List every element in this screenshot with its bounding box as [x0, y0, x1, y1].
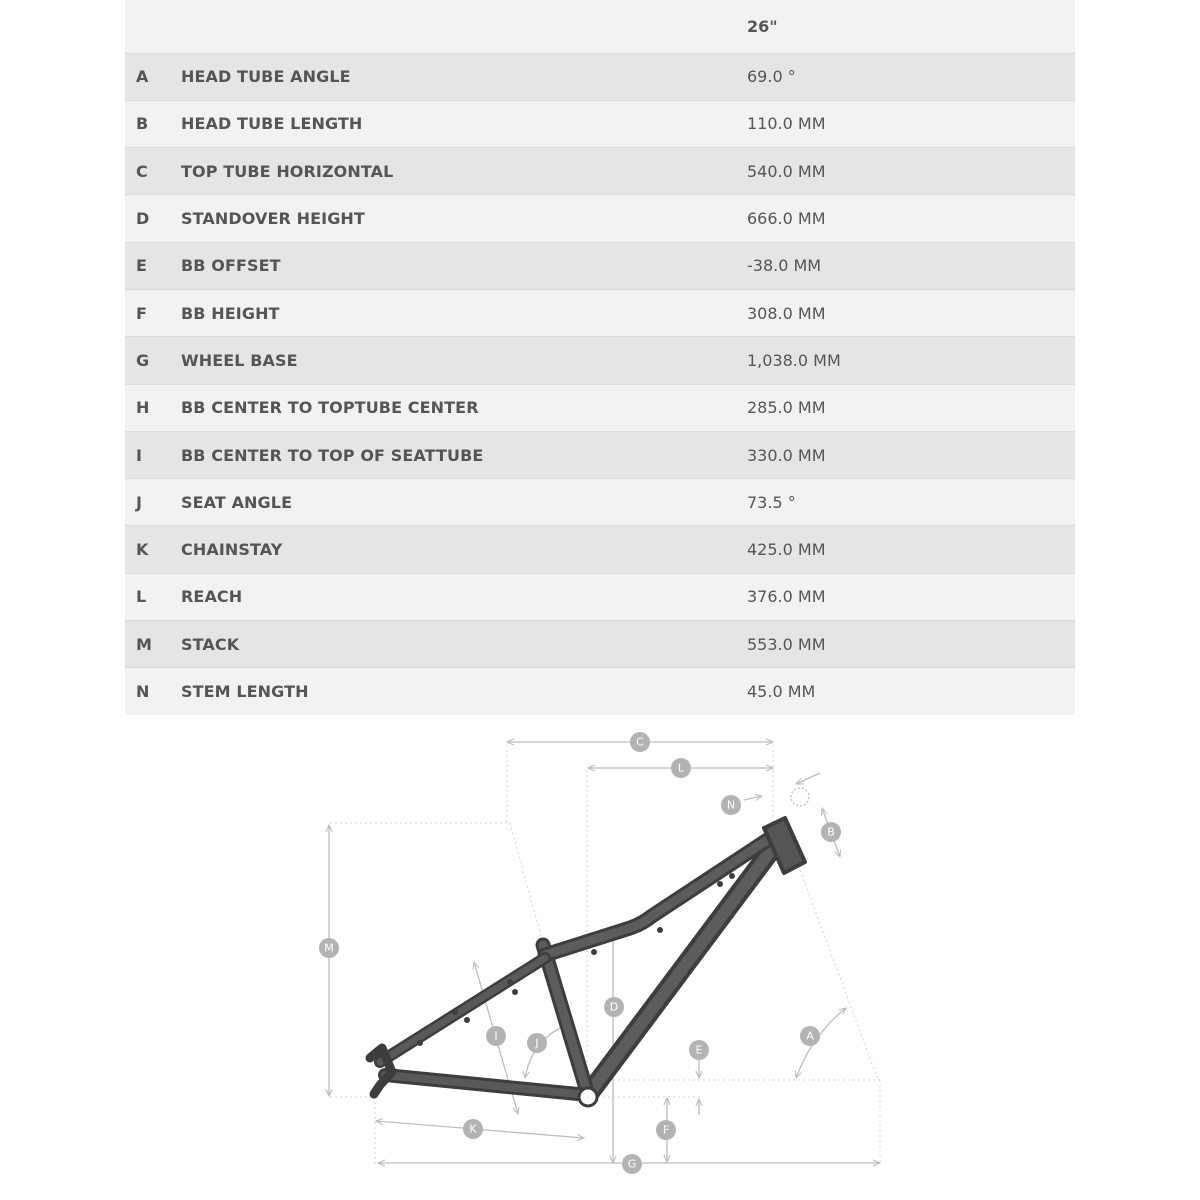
row-value: 376.0 MM [747, 573, 1075, 620]
row-label: STACK [181, 621, 747, 668]
row-value: 425.0 MM [747, 526, 1075, 573]
svg-text:D: D [609, 1000, 619, 1014]
row-label: STEM LENGTH [181, 668, 747, 715]
badge-n [721, 795, 741, 815]
dimension-badges [319, 732, 841, 1174]
row-letter: D [125, 195, 181, 242]
dimension-lines [329, 742, 880, 1163]
row-value: 110.0 MM [747, 100, 1075, 147]
row-label: REACH [181, 573, 747, 620]
row-value: 69.0 ° [747, 53, 1075, 100]
svg-text:K: K [469, 1122, 477, 1136]
table-row [125, 337, 1075, 384]
row-letter: M [125, 621, 181, 668]
row-value: 330.0 MM [747, 431, 1075, 478]
geometry-table [125, 0, 1075, 715]
table-row [125, 100, 1075, 147]
frame-geometry-diagram [0, 718, 1200, 1200]
svg-text:C: C [636, 735, 644, 749]
badge-c [630, 732, 650, 752]
row-label: TOP TUBE HORIZONTAL [181, 148, 747, 195]
row-letter: B [125, 100, 181, 147]
svg-text:L: L [677, 761, 685, 775]
svg-text:E: E [695, 1043, 703, 1057]
row-label: HEAD TUBE LENGTH [181, 100, 747, 147]
row-value: 553.0 MM [747, 621, 1075, 668]
svg-text:M: M [324, 941, 334, 955]
badge-e [689, 1040, 709, 1060]
row-label: WHEEL BASE [181, 337, 747, 384]
svg-text:A: A [806, 1029, 814, 1043]
row-letter: H [125, 384, 181, 431]
row-label: BB CENTER TO TOP OF SEATTUBE [181, 431, 747, 478]
row-label: BB OFFSET [181, 242, 747, 289]
row-label: BB CENTER TO TOPTUBE CENTER [181, 384, 747, 431]
badge-i [486, 1026, 506, 1046]
table-header-row [125, 0, 1075, 53]
row-value: 285.0 MM [747, 384, 1075, 431]
badge-f [656, 1120, 676, 1140]
row-letter: J [125, 479, 181, 526]
row-value: 45.0 MM [747, 668, 1075, 715]
svg-text:J: J [535, 1036, 539, 1050]
badge-k [463, 1119, 483, 1139]
row-label: BB HEIGHT [181, 289, 747, 336]
svg-text:F: F [662, 1123, 670, 1137]
badge-j [527, 1033, 547, 1053]
guide-lines [330, 745, 880, 1165]
row-label: CHAINSTAY [181, 526, 747, 573]
row-label: STANDOVER HEIGHT [181, 195, 747, 242]
table-row [125, 479, 1075, 526]
row-label: SEAT ANGLE [181, 479, 747, 526]
row-value: 666.0 MM [747, 195, 1075, 242]
table-row [125, 573, 1075, 620]
badge-m [319, 938, 339, 958]
svg-text:I: I [494, 1029, 498, 1043]
row-letter: F [125, 289, 181, 336]
row-value: 73.5 ° [747, 479, 1075, 526]
row-letter: A [125, 53, 181, 100]
row-value: -38.0 MM [747, 242, 1075, 289]
table-row [125, 668, 1075, 715]
table-row [125, 526, 1075, 573]
bottom-bracket [579, 1088, 597, 1106]
table-row [125, 431, 1075, 478]
table-row [125, 53, 1075, 100]
row-value: 308.0 MM [747, 289, 1075, 336]
row-letter: C [125, 148, 181, 195]
header-empty-cell [181, 0, 747, 53]
row-letter: G [125, 337, 181, 384]
geometry-table-container [125, 0, 1075, 715]
table-row [125, 242, 1075, 289]
row-label: HEAD TUBE ANGLE [181, 53, 747, 100]
svg-text:G: G [627, 1157, 637, 1171]
header-empty-cell [125, 0, 181, 53]
table-row [125, 384, 1075, 431]
table-row [125, 195, 1075, 242]
row-letter: K [125, 526, 181, 573]
badge-l [671, 758, 691, 778]
row-letter: I [125, 431, 181, 478]
svg-text:B: B [827, 825, 835, 839]
svg-text:N: N [726, 798, 736, 812]
table-row [125, 289, 1075, 336]
row-letter: N [125, 668, 181, 715]
badge-g [622, 1154, 642, 1174]
size-column-header: 26" [747, 16, 778, 36]
badge-d [604, 997, 624, 1017]
badge-a [800, 1026, 820, 1046]
table-row [125, 148, 1075, 195]
table-row [125, 621, 1075, 668]
row-letter: E [125, 242, 181, 289]
badge-b [821, 822, 841, 842]
row-value: 1,038.0 MM [747, 337, 1075, 384]
row-letter: L [125, 573, 181, 620]
row-value: 540.0 MM [747, 148, 1075, 195]
